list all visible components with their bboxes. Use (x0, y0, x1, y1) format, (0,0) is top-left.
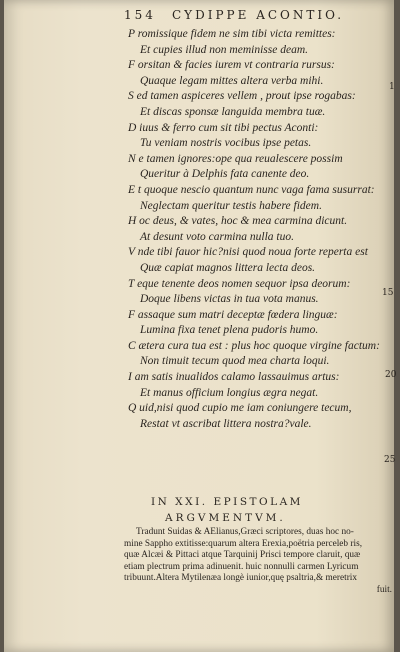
poem-line: E t quoque nescio quantum nunc vaga fama susurrat: (128, 183, 375, 196)
margin-number: 20 (385, 370, 397, 380)
prose-line: Tradunt Suidas & AElianus,Græci scriptores, duas hoc no- (136, 527, 354, 537)
poem-line: Non timuit tecum quod mea charta loqui. (140, 355, 330, 368)
poem-block (128, 27, 383, 432)
prose-line: tribuunt.Altera Mytilenæa longè iunior,quę psaltria,& meretrix (124, 573, 358, 583)
poem-line: Queritur à Delphis fata canente deo. (140, 168, 310, 181)
poem-line: Et manus officium longius ægra negat. (140, 386, 319, 399)
margin-number: 1 (389, 82, 395, 92)
poem-line: I am satis inualidos calamo lassauimus artus: (128, 371, 340, 384)
poem-line: Restat vt ascribat littera nostra?vale. (140, 417, 312, 430)
poem-line: Neglectam queritur testis habere fidem. (140, 199, 322, 212)
running-title: CYDIPPE ACONTIO. (172, 8, 345, 22)
poem-line: Quæ capiat magnos littera lecta deos. (140, 261, 316, 274)
poem-line: Quaque legam mittes altera verba mihi. (140, 74, 324, 87)
prose-line: etiam plectrum prima adinuenit. huic nonnulli carmen Lyricum (124, 561, 359, 572)
poem-line: D iuus & ferro cum sit tibi pectus Aconti: (128, 121, 319, 134)
poem-line: C ætera cura tua est : plus hoc quoque virgine factum: (128, 339, 380, 352)
poem-line: F assaque sum matri deceptæ fœdera linguæ: (128, 308, 338, 321)
poem-line: Doque libens victas in tua vota manus. (140, 293, 319, 306)
margin-number: 15 (382, 288, 394, 298)
poem-line: S ed tamen aspiceres vellem , prout ipse rogabas: (128, 90, 356, 103)
poem-line: Lumina fixa tenet plena pudoris humo. (140, 324, 319, 337)
margin-number: 25 (384, 455, 396, 465)
poem-line: T eque tenente deos nomen sequor ipsa deorum: (128, 277, 351, 290)
poem-line: Q uid,nisi quod cupio me iam coniungere tecum, (128, 402, 352, 415)
section-subheading: ARGVMENTVM. (165, 512, 286, 524)
book-page (4, 0, 397, 652)
poem-line: H oc deus, & vates, hoc & mea carmina dicunt. (128, 215, 348, 228)
page-number: 154 (124, 8, 156, 22)
argument-prose (124, 527, 392, 596)
poem-line: P romissique fidem ne sim tibi victa remittes: (128, 28, 336, 40)
prose-line: fuit. (376, 584, 392, 595)
section-heading: IN XXI. EPISTOLAM (151, 496, 303, 508)
prose-line: mine Sappho extitisse:quarum altera Erexia,poëtria perceleb ris, (124, 538, 363, 549)
prose-line: quæ Alcæi & Pittaci atque Tarquinij Prisci tempore claruit, quæ (124, 550, 361, 560)
poem-line: At desunt voto carmina nulla tuo. (140, 230, 294, 243)
poem-line: Et cupies illud non meminisse deam. (140, 43, 309, 56)
poem-line: N e tamen ignores:ope qua reualescere possim (128, 152, 343, 165)
poem-line: F orsitan & facies iurem vt contraria rursus: (128, 59, 335, 72)
poem-line: Et discas sponsæ languida membra tuæ. (140, 105, 326, 118)
poem-line: Tu veniam nostris vocibus ipse petas. (140, 137, 312, 150)
poem-line: V nde tibi fauor hic?nisi quod noua forte reperta est (128, 246, 368, 259)
